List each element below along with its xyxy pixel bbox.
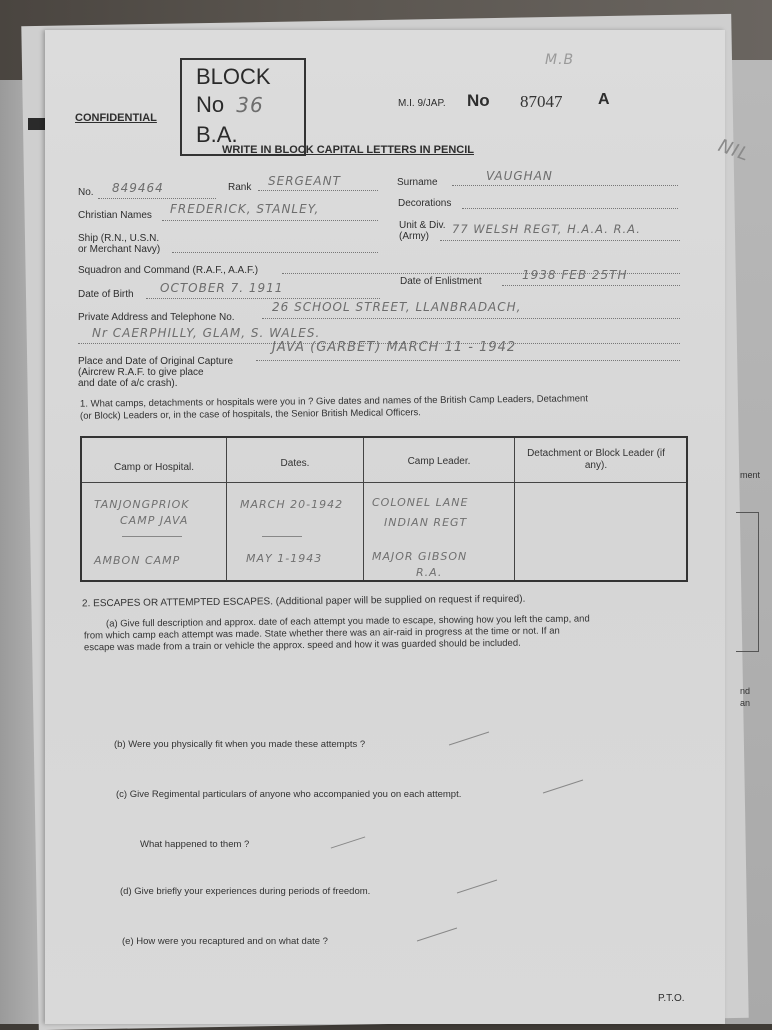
form-reference: M.I. 9/JAP. bbox=[398, 98, 446, 109]
address-value-2: Nr CAERPHILLY, GLAM, S. WALES. bbox=[92, 326, 321, 340]
side-text-an: an bbox=[740, 698, 751, 708]
serial-suffix: A bbox=[598, 91, 610, 108]
squadron-label: Squadron and Command (R.A.F., A.A.F.) bbox=[78, 265, 259, 276]
table-header-camp: Camp or Hospital. bbox=[113, 462, 195, 473]
question-2c-followup: What happened to them ? bbox=[140, 839, 250, 850]
surname-label: Surname bbox=[397, 177, 438, 188]
table-header-leader: Camp Leader. bbox=[407, 456, 471, 467]
unit-label-1: Unit & Div. bbox=[399, 220, 446, 231]
no-label: No. bbox=[78, 187, 94, 198]
confidential-label: CONFIDENTIAL bbox=[75, 112, 157, 124]
christian-names-value: FREDERICK, STANLEY, bbox=[170, 202, 320, 216]
unit-line bbox=[440, 240, 680, 241]
ship-line bbox=[172, 252, 378, 253]
question-2a-line-2: from which camp each attempt was made. State whether there was an air-raid in progress at the time or not. If an bbox=[83, 625, 560, 642]
table-row-2-camp: AMBON CAMP bbox=[94, 554, 181, 567]
unit-value: 77 WELSH REGT, H.A.A. R.A. bbox=[452, 222, 641, 236]
question-2a-line-1: (a) Give full description and approx. date of each attempt you made to escape, showing how you left the camp, and bbox=[105, 613, 590, 630]
question-1-line-2: (or Block) Leaders or, in the case of hospitals, the Senior British Medical Officers. bbox=[79, 407, 421, 422]
table-row-1-date: MARCH 20-1942 bbox=[240, 498, 344, 511]
christian-names-line bbox=[162, 220, 378, 221]
serial-number: 87047 bbox=[520, 92, 563, 111]
ship-label-1: Ship (R.N., U.S.N. bbox=[78, 233, 160, 244]
question-2c: (c) Give Regimental particulars of anyone who accompanied you on each attempt. bbox=[116, 789, 462, 800]
question-2b: (b) Were you physically fit when you made these attempts ? bbox=[114, 739, 366, 750]
enlistment-line bbox=[502, 285, 680, 286]
block-number: 36 bbox=[236, 93, 264, 117]
side-handwriting-nil: NIL bbox=[715, 135, 753, 166]
enlistment-value: 1938 FEB 25TH bbox=[522, 268, 628, 282]
question-2-title: 2. ESCAPES OR ATTEMPTED ESCAPES. (Additional paper will be supplied on request if required). bbox=[81, 593, 526, 610]
table-row-1-camp-line-2: CAMP JAVA bbox=[120, 514, 189, 527]
table-row-1-leader-line-2: INDIAN REGT bbox=[384, 516, 468, 529]
pencil-dash bbox=[262, 536, 302, 537]
table-row-2-leader-line-1: MAJOR GIBSON bbox=[372, 550, 468, 563]
question-1-line-1: 1. What camps, detachments or hospitals were you in ? Give dates and names of the British Camp Leaders, Detachment bbox=[79, 393, 589, 410]
side-text-nd: nd bbox=[740, 686, 751, 696]
camps-table bbox=[80, 436, 688, 582]
table-row-1-camp-line-1: TANJONGPRIOK bbox=[94, 498, 190, 511]
question-2d: (d) Give briefly your experiences during periods of freedom. bbox=[120, 886, 371, 897]
block-label: BLOCK bbox=[196, 64, 271, 89]
rank-value: SERGEANT bbox=[268, 174, 341, 188]
pencil-annotation: M.B bbox=[545, 52, 575, 68]
capture-label-2: (Aircrew R.A.F. to give place bbox=[78, 367, 204, 378]
dob-line bbox=[146, 298, 380, 299]
capture-value: JAVA (GARBET) MARCH 11 - 1942 bbox=[272, 340, 517, 355]
address-label: Private Address and Telephone No. bbox=[78, 312, 235, 323]
capture-label-1: Place and Date of Original Capture bbox=[78, 356, 234, 367]
side-frame bbox=[736, 512, 759, 652]
address-value-1: 26 SCHOOL STREET, LLANBRADACH, bbox=[272, 300, 522, 314]
dob-label: Date of Birth bbox=[78, 289, 134, 300]
pto-label: P.T.O. bbox=[658, 993, 685, 1004]
no-symbol: No bbox=[467, 91, 490, 110]
surname-value: VAUGHAN bbox=[486, 169, 553, 183]
enlistment-label: Date of Enlistment bbox=[400, 276, 482, 287]
ship-label-2: or Merchant Navy) bbox=[78, 244, 161, 255]
no-value: 849464 bbox=[112, 181, 164, 195]
dob-value: OCTOBER 7. 1911 bbox=[160, 281, 284, 295]
question-2a-line-3: escape was made from a train or vehicle the approx. speed and how it was guarded should be included. bbox=[83, 637, 521, 654]
address-line-1 bbox=[262, 318, 680, 319]
table-row-1-leader-line-1: COLONEL LANE bbox=[372, 496, 469, 509]
block-stamp-box bbox=[180, 58, 306, 156]
table-header-divider bbox=[82, 482, 686, 483]
rank-line bbox=[258, 190, 378, 191]
table-row-2-date: MAY 1-1943 bbox=[246, 552, 323, 565]
surname-line bbox=[452, 185, 678, 186]
pencil-dash bbox=[122, 536, 182, 537]
block-no-label bbox=[196, 92, 264, 118]
table-row-2-leader-line-2: R.A. bbox=[416, 566, 443, 579]
rank-label: Rank bbox=[228, 182, 252, 193]
capture-label-3: and date of a/c crash). bbox=[78, 378, 178, 389]
block-no-symbol: No bbox=[196, 92, 225, 117]
unit-label-2: (Army) bbox=[399, 231, 429, 242]
side-text-ment: ment bbox=[740, 470, 761, 480]
no-line bbox=[98, 198, 216, 199]
decorations-label: Decorations bbox=[398, 198, 452, 209]
table-header-detachment: Detachment or Block Leader (if any). bbox=[527, 448, 665, 471]
table-header-dates: Dates. bbox=[280, 458, 310, 469]
christian-names-label: Christian Names bbox=[78, 210, 152, 221]
instruction-text: WRITE IN BLOCK CAPITAL LETTERS IN PENCIL bbox=[222, 144, 474, 156]
block-ba-label: B.A. bbox=[196, 122, 238, 147]
question-2e: (e) How were you recaptured and on what date ? bbox=[122, 936, 328, 947]
table-col-divider bbox=[514, 438, 515, 580]
capture-line bbox=[256, 360, 680, 361]
decorations-line bbox=[462, 208, 678, 209]
